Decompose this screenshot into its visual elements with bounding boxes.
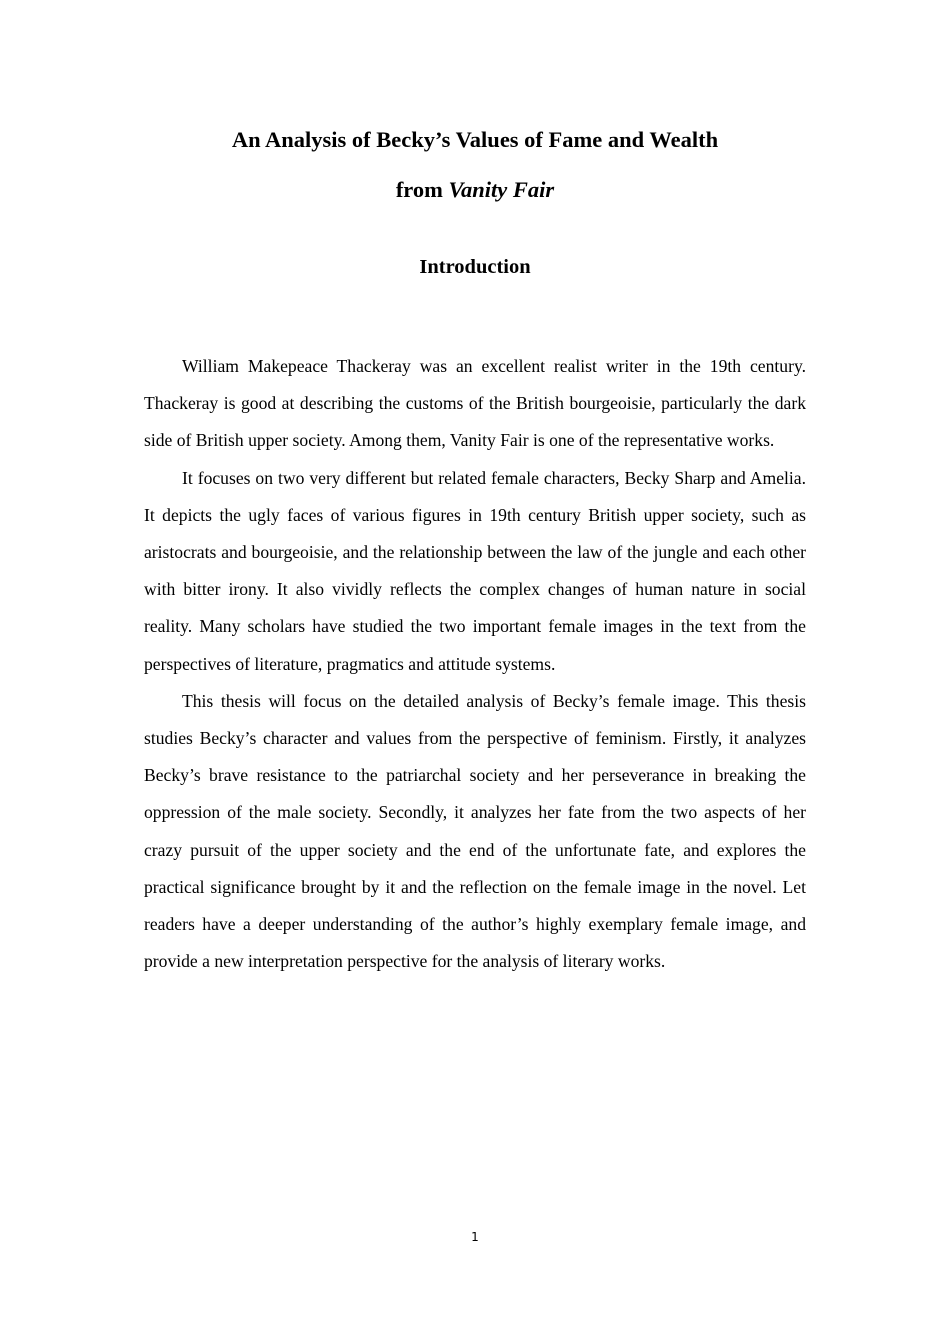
- paragraph: This thesis will focus on the detailed analysis of Becky’s female image. This thesis studies Becky’s character and values from the perspective of feminism. Firstly, it analyzes Becky’s brave resistance to the patriarchal society and her perseverance in breaking the oppression of the male society. Secondly, it analyzes her fate from the two aspects of her crazy pursuit of the upper society and the end of the unfortunate fate, and explores the practical significance brought by it and the reflection on the female image in the novel. Let readers have a deeper understanding of the author’s highly exemplary female image, and provide a new interpretation perspective for the analysis of literary works.: [144, 690, 806, 972]
- paragraph: William Makepeace Thackeray was an excellent realist writer in the 19th century. Thackeray is good at describing the customs of the British bourgeoisie, particularly the dark side of British upper society. Among them, Vanity Fair is one of the representative works.: [144, 356, 806, 451]
- document-title-line-1: An Analysis of Becky’s Values of Fame and Wealth: [231, 127, 719, 152]
- paragraph: It focuses on two very different but related female characters, Becky Sharp and Amelia. It depicts the ugly faces of various figures in 19th century British upper society, such as aristocrats and bourgeoisie, and the relationship between the law of the jungle and each other with bitter irony. It also vividly reflects the complex changes of human nature in social reality. Many scholars have studied the two important female images in the text from the perspectives of literature, pragmatics and attitude systems.: [144, 467, 806, 674]
- title-italic-work: Vanity Fair: [448, 177, 555, 202]
- document-title-line-2: [0, 175, 950, 205]
- title-prefix: from: [395, 177, 449, 202]
- page-number: 1: [471, 1230, 479, 1244]
- body-text: [144, 348, 806, 980]
- section-heading: Introduction: [419, 256, 531, 278]
